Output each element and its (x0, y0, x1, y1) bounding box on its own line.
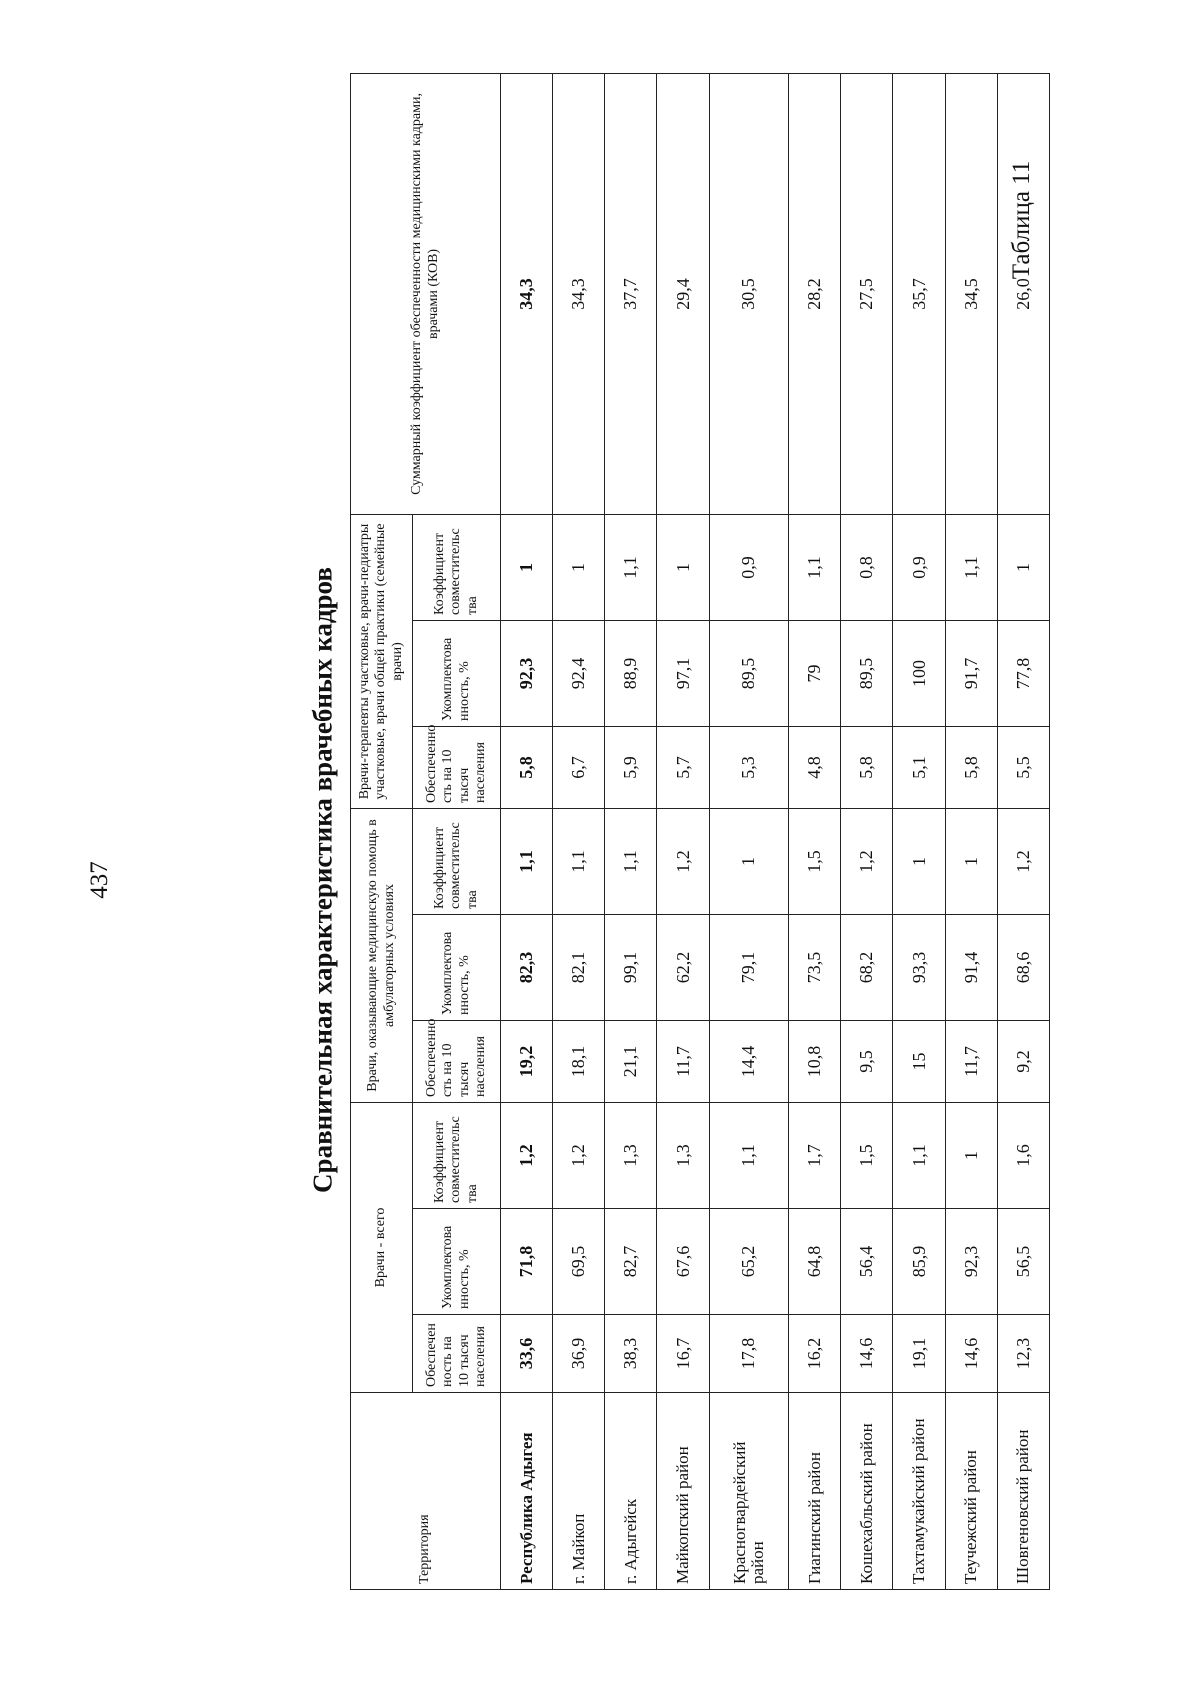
value-cell: 1,2 (501, 1102, 553, 1208)
value-cell: 1,1 (501, 808, 553, 914)
table-row (553, 73, 605, 1589)
comparison-table (350, 73, 1050, 1590)
value-cell: 29,4 (657, 73, 709, 514)
territory-cell: Кошехабльский район (841, 1393, 893, 1590)
value-cell: 12,3 (997, 1315, 1049, 1393)
page-number: 437 (86, 861, 113, 899)
table-label: Таблица 11 (1008, 160, 1035, 280)
value-cell: 1 (501, 514, 553, 620)
value-cell: 1 (657, 514, 709, 620)
value-cell: 71,8 (501, 1209, 553, 1315)
value-cell: 0,9 (893, 514, 945, 620)
value-cell: 92,3 (945, 1209, 997, 1315)
value-cell: 9,2 (997, 1020, 1049, 1102)
subheader-provision: Обеспеченно сть на 10 тысяч населения (413, 1020, 501, 1102)
value-cell: 62,2 (657, 914, 709, 1020)
value-cell: 1 (945, 808, 997, 914)
document-title: Сравнительная характеристика врачебных кадров (307, 567, 338, 1193)
value-cell: 79 (789, 620, 841, 726)
value-cell: 0,8 (841, 514, 893, 620)
value-cell: 14,4 (709, 1020, 789, 1102)
header-group-district-doctors: Врачи-терапевты участковые, врачи-педиатры участковые, врачи общей практики (семейные врачи) (351, 514, 413, 808)
value-cell: 38,3 (605, 1315, 657, 1393)
territory-cell: Шовгеновский район (997, 1393, 1049, 1590)
territory-cell: Красногвардейский район (709, 1393, 789, 1590)
subheader-combining: Коэффициент совместительс тва (413, 808, 501, 914)
value-cell: 19,2 (501, 1020, 553, 1102)
value-cell: 1,1 (553, 808, 605, 914)
value-cell: 73,5 (789, 914, 841, 1020)
value-cell: 14,6 (945, 1315, 997, 1393)
value-cell: 79,1 (709, 914, 789, 1020)
value-cell: 1,3 (657, 1102, 709, 1208)
value-cell: 4,8 (789, 726, 841, 808)
header-summary-coefficient: Суммарный коэффициент обеспеченности медицинскими кадрами, врачами (КОВ) (351, 73, 501, 514)
value-cell: 82,1 (553, 914, 605, 1020)
header-group-all-doctors: Врачи - всего (351, 1102, 413, 1392)
value-cell: 85,9 (893, 1209, 945, 1315)
value-cell: 16,2 (789, 1315, 841, 1393)
value-cell: 26,0 (997, 73, 1049, 514)
value-cell: 65,2 (709, 1209, 789, 1315)
value-cell: 17,8 (709, 1315, 789, 1393)
value-cell: 64,8 (789, 1209, 841, 1315)
value-cell: 11,7 (945, 1020, 997, 1102)
value-cell: 19,1 (893, 1315, 945, 1393)
territory-cell: г. Адыгейск (605, 1393, 657, 1590)
value-cell: 1,5 (841, 1102, 893, 1208)
value-cell: 9,5 (841, 1020, 893, 1102)
value-cell: 34,3 (553, 73, 605, 514)
value-cell: 34,3 (501, 73, 553, 514)
subheader-provision: Обеспечен ность на 10 тысяч населения (413, 1315, 501, 1393)
table-row (841, 73, 893, 1589)
value-cell: 91,7 (945, 620, 997, 726)
value-cell: 1,2 (553, 1102, 605, 1208)
value-cell: 92,3 (501, 620, 553, 726)
value-cell: 68,6 (997, 914, 1049, 1020)
value-cell: 28,2 (789, 73, 841, 514)
table-row (657, 73, 709, 1589)
value-cell: 5,8 (841, 726, 893, 808)
territory-cell: Гиагинский район (789, 1393, 841, 1590)
value-cell: 92,4 (553, 620, 605, 726)
value-cell: 16,7 (657, 1315, 709, 1393)
value-cell: 5,9 (605, 726, 657, 808)
value-cell: 5,7 (657, 726, 709, 808)
value-cell: 1,1 (945, 514, 997, 620)
value-cell: 34,5 (945, 73, 997, 514)
value-cell: 1,1 (893, 1102, 945, 1208)
value-cell: 1,7 (789, 1102, 841, 1208)
value-cell: 1,1 (789, 514, 841, 620)
value-cell: 99,1 (605, 914, 657, 1020)
value-cell: 56,4 (841, 1209, 893, 1315)
value-cell: 1,1 (605, 808, 657, 914)
value-cell: 100 (893, 620, 945, 726)
subheader-staffing: Укомплектова нность, % (413, 1209, 501, 1315)
value-cell: 93,3 (893, 914, 945, 1020)
value-cell: 56,5 (997, 1209, 1049, 1315)
value-cell: 1,2 (997, 808, 1049, 914)
value-cell: 5,8 (501, 726, 553, 808)
value-cell: 97,1 (657, 620, 709, 726)
value-cell: 14,6 (841, 1315, 893, 1393)
value-cell: 1,3 (605, 1102, 657, 1208)
value-cell: 1,2 (841, 808, 893, 914)
value-cell: 1 (553, 514, 605, 620)
value-cell: 21,1 (605, 1020, 657, 1102)
subheader-provision: Обеспеченно сть на 10 тысяч населения (413, 726, 501, 808)
value-cell: 11,7 (657, 1020, 709, 1102)
value-cell: 1,5 (789, 808, 841, 914)
value-cell: 69,5 (553, 1209, 605, 1315)
value-cell: 33,6 (501, 1315, 553, 1393)
value-cell: 88,9 (605, 620, 657, 726)
value-cell: 67,6 (657, 1209, 709, 1315)
value-cell: 5,1 (893, 726, 945, 808)
value-cell: 1 (945, 1102, 997, 1208)
value-cell: 6,7 (553, 726, 605, 808)
table-row (893, 73, 945, 1589)
value-cell: 82,3 (501, 914, 553, 1020)
value-cell: 18,1 (553, 1020, 605, 1102)
territory-cell: Теучежский район (945, 1393, 997, 1590)
value-cell: 89,5 (841, 620, 893, 726)
territory-cell: Майкопский район (657, 1393, 709, 1590)
value-cell: 1 (997, 514, 1049, 620)
header-territory: Территория (351, 1393, 501, 1590)
header-group-outpatient-doctors: Врачи, оказывающие медицинскую помощь в амбулаторных условиях (351, 808, 413, 1102)
value-cell: 1 (709, 808, 789, 914)
value-cell: 10,8 (789, 1020, 841, 1102)
subheader-staffing: Укомплектова нность, % (413, 914, 501, 1020)
table-row (501, 73, 553, 1589)
value-cell: 1,2 (657, 808, 709, 914)
value-cell: 27,5 (841, 73, 893, 514)
value-cell: 5,8 (945, 726, 997, 808)
subheader-combining: Коэффициент совместительс тва (413, 1102, 501, 1208)
territory-cell: г. Майкоп (553, 1393, 605, 1590)
table-container (350, 80, 1050, 1590)
table-row (605, 73, 657, 1589)
value-cell: 36,9 (553, 1315, 605, 1393)
territory-cell: Тахтамукайский район (893, 1393, 945, 1590)
value-cell: 30,5 (709, 73, 789, 514)
value-cell: 82,7 (605, 1209, 657, 1315)
value-cell: 0,9 (709, 514, 789, 620)
table-row (709, 73, 789, 1589)
value-cell: 1,1 (709, 1102, 789, 1208)
value-cell: 5,3 (709, 726, 789, 808)
subheader-staffing: Укомплектова нность, % (413, 620, 501, 726)
value-cell: 35,7 (893, 73, 945, 514)
value-cell: 77,8 (997, 620, 1049, 726)
table-row (945, 73, 997, 1589)
table-row (789, 73, 841, 1589)
value-cell: 68,2 (841, 914, 893, 1020)
value-cell: 5,5 (997, 726, 1049, 808)
value-cell: 91,4 (945, 914, 997, 1020)
value-cell: 1 (893, 808, 945, 914)
territory-cell: Республика Адыгея (501, 1393, 553, 1590)
value-cell: 89,5 (709, 620, 789, 726)
value-cell: 1,6 (997, 1102, 1049, 1208)
value-cell: 15 (893, 1020, 945, 1102)
subheader-combining: Коэффициент совместительс тва (413, 514, 501, 620)
table-row (997, 73, 1049, 1589)
value-cell: 37,7 (605, 73, 657, 514)
value-cell: 1,1 (605, 514, 657, 620)
